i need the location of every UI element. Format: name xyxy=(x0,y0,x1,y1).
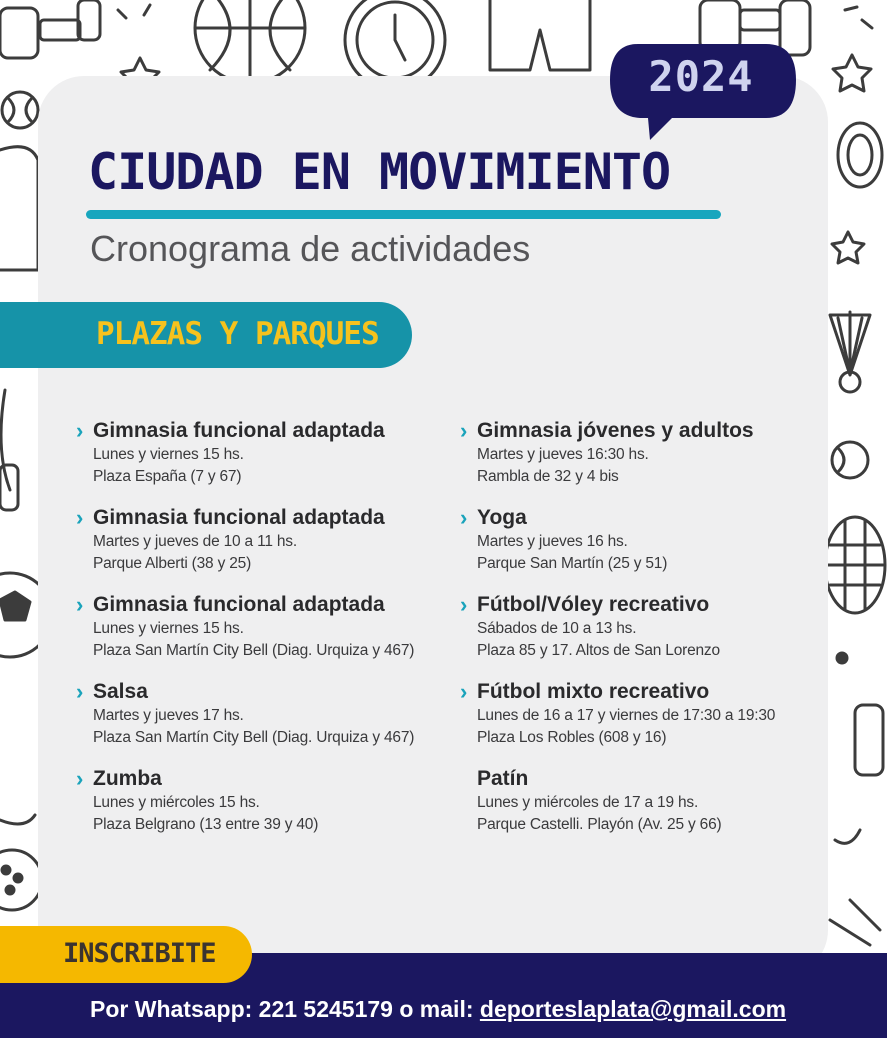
chevron-right-icon: › xyxy=(76,418,84,443)
page-title: CIUDAD EN MOVIMIENTO xyxy=(88,143,671,201)
activity-name: Zumba xyxy=(93,767,162,790)
activities-left-column xyxy=(76,418,456,853)
email-link[interactable]: deporteslaplata@gmail.com xyxy=(479,996,787,1022)
activity-place: Plaza 85 y 17. Altos de San Lorenzo xyxy=(477,642,720,659)
activity-schedule: Lunes de 16 a 17 y viernes de 17:30 a 19:30 xyxy=(477,707,776,724)
chevron-right-icon: › xyxy=(76,505,84,530)
activity-schedule: Martes y jueves 16 hs. xyxy=(477,533,628,550)
activity-item xyxy=(76,592,456,679)
activities-right-column xyxy=(460,418,820,853)
activity-item xyxy=(460,679,820,766)
activity-schedule: Martes y jueves de 10 a 11 hs. xyxy=(93,533,297,550)
basketball-icon xyxy=(195,0,305,83)
activity-name: Gimnasia funcional adaptada xyxy=(93,506,385,529)
chevron-right-icon: › xyxy=(460,592,468,617)
contact-info xyxy=(90,996,786,1023)
activity-name: Gimnasia funcional adaptada xyxy=(93,593,385,616)
dumbbell-icon xyxy=(0,0,100,58)
chevron-right-icon: › xyxy=(460,505,468,530)
activity-name: Fútbol mixto recreativo xyxy=(477,680,710,703)
activity-place: Plaza San Martín City Bell (Diag. Urquiza y 467) xyxy=(93,729,415,746)
activity-place: Rambla de 32 y 4 bis xyxy=(477,468,619,485)
activity-item xyxy=(460,766,820,853)
activity-schedule: Martes y jueves 16:30 hs. xyxy=(477,446,649,463)
activity-place: Parque Castelli. Playón (Av. 25 y 66) xyxy=(477,816,722,833)
year-badge: 2024 xyxy=(648,52,754,101)
shuttlecock-icon xyxy=(830,312,870,392)
activity-name: Fútbol/Vóley recreativo xyxy=(477,593,710,616)
tennis-ball-icon xyxy=(832,442,868,478)
chevron-right-icon: › xyxy=(460,679,468,704)
contact-text: Por Whatsapp: 221 5245179 o mail: xyxy=(90,996,480,1022)
chevron-right-icon: › xyxy=(76,766,84,791)
activity-name: Gimnasia funcional adaptada xyxy=(93,419,385,442)
whistle-icon xyxy=(0,390,18,510)
activity-place: Plaza San Martín City Bell (Diag. Urquiza y 467) xyxy=(93,642,415,659)
activity-item xyxy=(76,766,456,853)
activity-place: Plaza España (7 y 67) xyxy=(93,468,242,485)
activity-place: Plaza Los Robles (608 y 16) xyxy=(477,729,667,746)
activity-place: Plaza Belgrano (13 entre 39 y 40) xyxy=(93,816,319,833)
activity-place: Parque San Martín (25 y 51) xyxy=(477,555,668,572)
activity-place: Parque Alberti (38 y 25) xyxy=(93,555,252,572)
racket-icon xyxy=(825,517,885,613)
activity-schedule: Lunes y miércoles de 17 a 19 hs. xyxy=(477,794,699,811)
bowling-ball-icon xyxy=(0,850,42,910)
activity-name: Salsa xyxy=(93,680,148,703)
star-icon xyxy=(832,232,864,263)
title-underline xyxy=(86,210,721,219)
activity-item xyxy=(460,592,820,679)
activity-name: Patín xyxy=(477,767,529,790)
activity-item xyxy=(76,505,456,592)
activity-item xyxy=(460,505,820,592)
activity-name: Gimnasia jóvenes y adultos xyxy=(477,419,754,442)
chevron-right-icon: › xyxy=(460,418,468,443)
activity-name: Yoga xyxy=(477,506,527,529)
activity-item xyxy=(76,418,456,505)
activity-schedule: Martes y jueves 17 hs. xyxy=(93,707,244,724)
chevron-right-icon: › xyxy=(76,592,84,617)
chevron-right-icon: › xyxy=(76,679,84,704)
star-icon xyxy=(833,55,871,91)
activity-schedule: Sábados de 10 a 13 hs. xyxy=(477,620,637,637)
activity-schedule: Lunes y viernes 15 hs. xyxy=(93,620,244,637)
activity-schedule: Lunes y miércoles 15 hs. xyxy=(93,794,260,811)
activity-item xyxy=(460,418,820,505)
tennis-ball-icon xyxy=(2,92,38,128)
activity-item xyxy=(76,679,456,766)
inscribite-label: INSCRIBITE xyxy=(63,938,216,969)
activity-schedule: Lunes y viernes 15 hs. xyxy=(93,446,244,463)
page-subtitle: Cronograma de actividades xyxy=(90,228,531,269)
section-title: PLAZAS Y PARQUES xyxy=(96,316,379,352)
